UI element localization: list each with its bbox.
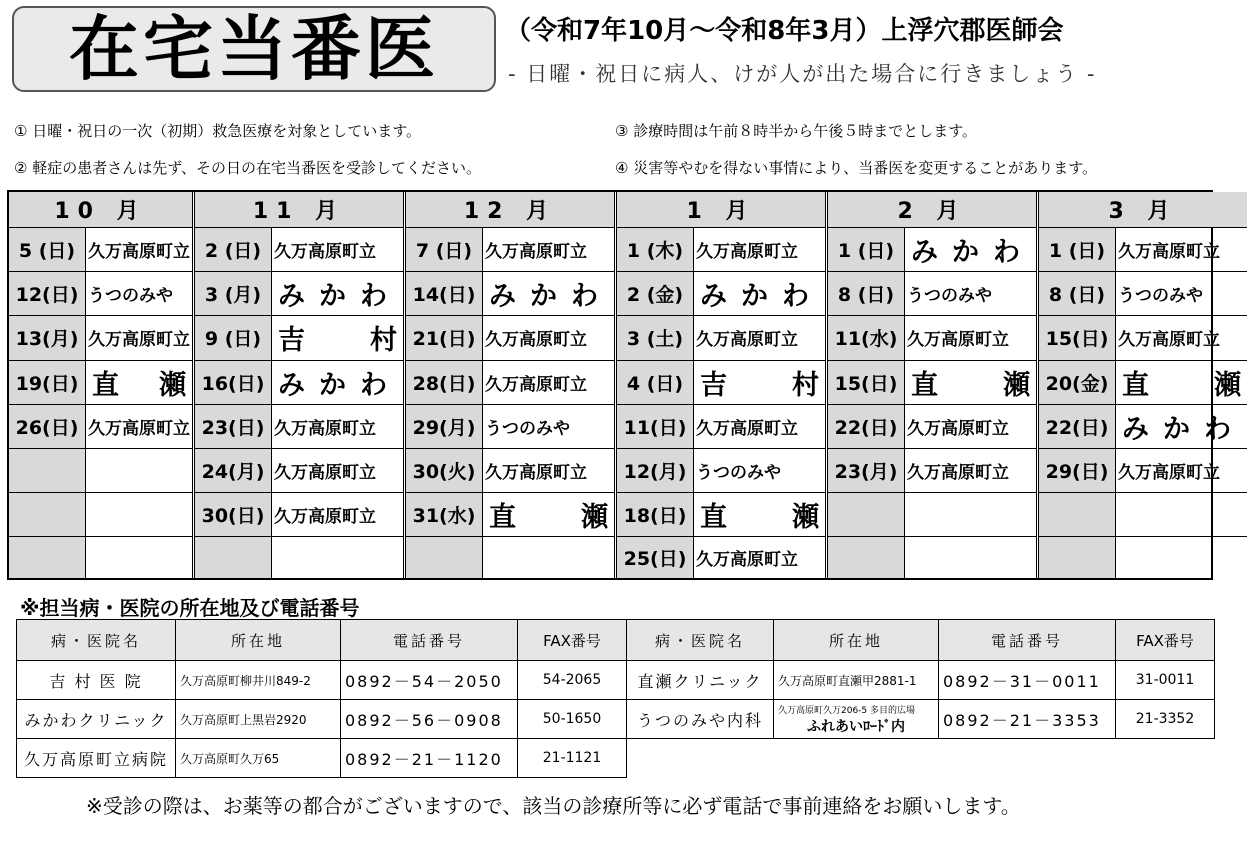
duty-date: 22(日) — [828, 405, 905, 448]
month-column — [828, 192, 1039, 578]
duty-doctor — [86, 493, 192, 536]
duty-date: 4 (日) — [617, 361, 694, 404]
month-column — [195, 192, 406, 578]
duty-row — [828, 361, 1036, 405]
duty-doctor-part: 瀬 — [159, 369, 186, 401]
clinic-address-line: 久万高原町久万206-5 多目的広場 — [778, 705, 916, 716]
clinic-row — [17, 700, 1215, 739]
clinic-tel: 0892－31－0011 — [939, 661, 1116, 700]
duty-doctor — [86, 537, 192, 578]
duty-date: 8 (日) — [1039, 272, 1116, 315]
clinic-list-title: ※担当病・医院の所在地及び電話番号 — [20, 596, 360, 620]
duty-date: 1 (木) — [617, 228, 694, 271]
duty-row — [1039, 316, 1247, 360]
duty-doctor: 久万高原町立 — [1118, 330, 1220, 351]
duty-row — [828, 228, 1036, 272]
header-name: 病・医院名 — [17, 620, 176, 661]
duty-row — [406, 493, 614, 537]
duty-doctor: みかわ — [278, 369, 401, 401]
duty-date: 1 (日) — [828, 228, 905, 271]
month-column — [406, 192, 617, 578]
duty-doctor — [905, 493, 1036, 536]
duty-date: 2 (金) — [617, 272, 694, 315]
month-header: 2 月 — [828, 192, 1036, 228]
duty-doctor-part: 瀬 — [1003, 369, 1030, 401]
footer-note: ※受診の際は、お薬等の都合がございますので、該当の診療所等に必ず電話で事前連絡をお願いします。 — [86, 794, 1021, 818]
duty-date: 3 (月) — [195, 272, 272, 315]
duty-row — [406, 361, 614, 405]
duty-row — [617, 405, 825, 449]
month-header: 12 月 — [406, 192, 614, 228]
duty-doctor-part: 瀬 — [1214, 369, 1241, 401]
duty-doctor — [483, 537, 614, 578]
duty-doctor-part: 直 — [1122, 369, 1149, 401]
duty-doctor-part: 瀬 — [581, 501, 608, 533]
clinic-table — [16, 619, 1215, 778]
duty-doctor: うつのみや — [696, 462, 781, 483]
duty-row — [1039, 228, 1247, 272]
header-name: 病・医院名 — [627, 620, 774, 661]
header-address: 所在地 — [176, 620, 341, 661]
duty-date: 30(火) — [406, 449, 483, 492]
duty-date — [828, 493, 905, 536]
month-column — [9, 192, 195, 578]
duty-row — [9, 537, 192, 578]
duty-row — [617, 493, 825, 537]
duty-row — [9, 228, 192, 272]
duty-doctor: 久万高原町立 — [907, 418, 1009, 439]
duty-date: 18(日) — [617, 493, 694, 536]
clinic-tel: 0892－21－3353 — [939, 700, 1116, 739]
month-header: 3 月 — [1039, 192, 1247, 228]
duty-date: 21(日) — [406, 316, 483, 359]
duty-doctor: みかわ — [911, 237, 1034, 269]
clinic-fax: 21-1121 — [518, 739, 627, 778]
duty-doctor-part: 直 — [489, 501, 516, 533]
duty-row — [1039, 449, 1247, 493]
duty-row — [406, 228, 614, 272]
duty-doctor: 久万高原町立 — [485, 374, 587, 395]
duty-row — [9, 361, 192, 405]
duty-row — [9, 272, 192, 316]
duty-row — [406, 316, 614, 360]
duty-date: 8 (日) — [828, 272, 905, 315]
note-3: ③ 診療時間は午前８時半から午後５時までとします。 — [615, 122, 978, 140]
duty-row — [617, 316, 825, 360]
duty-date: 29(日) — [1039, 449, 1116, 492]
note-1: ① 日曜・祝日の一次（初期）救急医療を対象としています。 — [14, 122, 422, 140]
duty-doctor — [1116, 361, 1247, 404]
duty-date: 12(月) — [617, 449, 694, 492]
duty-row — [9, 493, 192, 537]
duty-row — [828, 272, 1036, 316]
duty-row — [9, 449, 192, 493]
duty-doctor: 久万高原町立 — [274, 506, 376, 527]
duty-doctor: 久万高原町立 — [1118, 462, 1220, 483]
clinic-name: 吉 村 医 院 — [17, 661, 176, 700]
duty-doctor: うつのみや — [485, 418, 570, 439]
duty-row — [1039, 361, 1247, 405]
duty-row — [617, 361, 825, 405]
clinic-address — [774, 700, 939, 739]
duty-date — [9, 537, 86, 578]
duty-doctor: 久万高原町立 — [88, 330, 190, 351]
clinic-tel: 0892－54－2050 — [341, 661, 518, 700]
duty-row — [1039, 272, 1247, 316]
header-fax: FAX番号 — [518, 620, 627, 661]
duty-doctor: うつのみや — [88, 286, 173, 307]
duty-doctor: 久万高原町立 — [1118, 242, 1220, 263]
duty-doctor — [86, 449, 192, 492]
duty-date — [1039, 537, 1116, 578]
month-column — [1039, 192, 1247, 578]
duty-doctor: うつのみや — [907, 286, 992, 307]
clinic-name: 久万高原町立病院 — [17, 739, 176, 778]
duty-doctor: 久万高原町立 — [907, 330, 1009, 351]
duty-row — [195, 272, 403, 316]
duty-doctor: 久万高原町立 — [274, 418, 376, 439]
duty-date: 5 (日) — [9, 228, 86, 271]
clinic-tel: 0892－56－0908 — [341, 700, 518, 739]
duty-date: 15(日) — [1039, 316, 1116, 359]
clinic-header-row — [17, 620, 1215, 661]
subtitle-sub: - 日曜・祝日に病人、けが人が出た場合に行きましょう - — [508, 62, 1097, 86]
duty-date: 19(日) — [9, 361, 86, 404]
duty-date: 29(月) — [406, 405, 483, 448]
duty-doctor: 久万高原町立 — [485, 330, 587, 351]
duty-date: 15(日) — [828, 361, 905, 404]
duty-date — [9, 449, 86, 492]
duty-row — [195, 228, 403, 272]
duty-row — [617, 228, 825, 272]
duty-date: 7 (日) — [406, 228, 483, 271]
month-header: 1 月 — [617, 192, 825, 228]
duty-doctor: 久万高原町立 — [88, 242, 190, 263]
duty-date: 31(水) — [406, 493, 483, 536]
duty-doctor-part: 直 — [700, 501, 727, 533]
duty-doctor-part: 吉 — [278, 325, 305, 357]
duty-date: 25(日) — [617, 537, 694, 578]
duty-row — [195, 316, 403, 360]
duty-row — [406, 537, 614, 578]
clinic-address: 久万高原町上黒岩2920 — [176, 700, 341, 739]
duty-date: 1 (日) — [1039, 228, 1116, 271]
duty-doctor: みかわ — [278, 281, 401, 313]
duty-doctor: みかわ — [700, 281, 823, 313]
duty-date: 14(日) — [406, 272, 483, 315]
duty-row — [828, 493, 1036, 537]
header-tel: 電話番号 — [939, 620, 1116, 661]
duty-row — [828, 449, 1036, 493]
duty-row — [828, 316, 1036, 360]
duty-date: 3 (土) — [617, 316, 694, 359]
duty-doctor: みかわ — [489, 281, 612, 313]
clinic-name: みかわクリニック — [17, 700, 176, 739]
duty-date — [406, 537, 483, 578]
schedule-table — [7, 190, 1245, 580]
duty-date: 12(日) — [9, 272, 86, 315]
duty-date: 26(日) — [9, 405, 86, 448]
duty-date — [195, 537, 272, 578]
subtitle-main: （令和7年10月～令和8年3月）上浮穴郡医師会 — [505, 16, 1064, 46]
duty-row — [1039, 537, 1247, 578]
duty-date: 9 (日) — [195, 316, 272, 359]
header-tel: 電話番号 — [341, 620, 518, 661]
duty-date: 23(月) — [828, 449, 905, 492]
duty-row — [9, 316, 192, 360]
duty-date: 11(水) — [828, 316, 905, 359]
duty-doctor-part: 吉 — [700, 369, 727, 401]
clinic-fax: 50-1650 — [518, 700, 627, 739]
duty-doctor: 久万高原町立 — [696, 242, 798, 263]
duty-date: 20(金) — [1039, 361, 1116, 404]
duty-row — [617, 537, 825, 578]
clinic-row — [17, 661, 1215, 700]
duty-row — [9, 405, 192, 449]
duty-doctor: 久万高原町立 — [274, 242, 376, 263]
duty-doctor — [272, 316, 403, 359]
duty-doctor: 久万高原町立 — [88, 418, 190, 439]
empty-cell — [627, 739, 1215, 778]
duty-doctor — [905, 361, 1036, 404]
duty-doctor — [694, 493, 825, 536]
duty-date: 16(日) — [195, 361, 272, 404]
duty-row — [195, 405, 403, 449]
clinic-tel: 0892－21－1120 — [341, 739, 518, 778]
duty-date: 30(日) — [195, 493, 272, 536]
duty-row — [1039, 405, 1247, 449]
duty-doctor-part: 瀬 — [792, 501, 819, 533]
duty-row — [195, 361, 403, 405]
duty-doctor: みかわ — [1122, 413, 1245, 445]
duty-doctor — [905, 537, 1036, 578]
clinic-name: 直瀬クリニック — [627, 661, 774, 700]
duty-row — [1039, 493, 1247, 537]
month-header: 10 月 — [9, 192, 192, 228]
duty-date: 23(日) — [195, 405, 272, 448]
duty-doctor — [86, 361, 192, 404]
clinic-fax: 54-2065 — [518, 661, 627, 700]
duty-doctor — [1116, 493, 1247, 536]
note-2: ② 軽症の患者さんは先ず、その日の在宅当番医を受診してください。 — [14, 159, 482, 177]
clinic-address: 久万高原町柳井川849-2 — [176, 661, 341, 700]
duty-row — [406, 405, 614, 449]
clinic-address: 久万高原町久万65 — [176, 739, 341, 778]
note-4: ④ 災害等やむを得ない事情により、当番医を変更することがあります。 — [615, 159, 1098, 177]
duty-date: 2 (日) — [195, 228, 272, 271]
duty-doctor-part: 直 — [911, 369, 938, 401]
duty-row — [195, 449, 403, 493]
duty-doctor: 久万高原町立 — [696, 549, 798, 570]
duty-doctor: 久万高原町立 — [696, 418, 798, 439]
duty-row — [195, 493, 403, 537]
duty-doctor: うつのみや — [1118, 286, 1203, 307]
duty-doctor — [483, 493, 614, 536]
duty-doctor-part: 村 — [792, 369, 819, 401]
duty-doctor: 久万高原町立 — [907, 462, 1009, 483]
duty-doctor: 久万高原町立 — [485, 462, 587, 483]
duty-date: 11(日) — [617, 405, 694, 448]
duty-row — [195, 537, 403, 578]
duty-doctor — [272, 537, 403, 578]
duty-doctor — [1116, 537, 1247, 578]
clinic-name: うつのみや内科 — [627, 700, 774, 739]
month-column — [617, 192, 828, 578]
clinic-fax: 31-0011 — [1116, 661, 1215, 700]
month-header: 11 月 — [195, 192, 403, 228]
duty-doctor-part: 村 — [370, 325, 397, 357]
duty-row — [617, 272, 825, 316]
duty-row — [828, 405, 1036, 449]
duty-doctor: 久万高原町立 — [485, 242, 587, 263]
header-address: 所在地 — [774, 620, 939, 661]
duty-date: 13(月) — [9, 316, 86, 359]
page-title: 在宅当番医 — [69, 8, 439, 90]
clinic-fax: 21-3352 — [1116, 700, 1215, 739]
duty-row — [406, 272, 614, 316]
clinic-address-line: ふれあいﾛｰﾄﾞ内 — [807, 718, 905, 735]
title-box — [12, 6, 496, 92]
duty-date: 22(日) — [1039, 405, 1116, 448]
duty-row — [617, 449, 825, 493]
clinic-row — [17, 739, 1215, 778]
duty-date: 24(月) — [195, 449, 272, 492]
duty-doctor — [694, 361, 825, 404]
duty-doctor: 久万高原町立 — [274, 462, 376, 483]
clinic-address: 久万高原町直瀬甲2881-1 — [774, 661, 939, 700]
duty-date — [9, 493, 86, 536]
duty-row — [406, 449, 614, 493]
duty-date — [1039, 493, 1116, 536]
header-fax: FAX番号 — [1116, 620, 1215, 661]
duty-doctor: 久万高原町立 — [696, 330, 798, 351]
duty-date: 28(日) — [406, 361, 483, 404]
duty-row — [828, 537, 1036, 578]
duty-doctor-part: 直 — [92, 369, 119, 401]
duty-date — [828, 537, 905, 578]
